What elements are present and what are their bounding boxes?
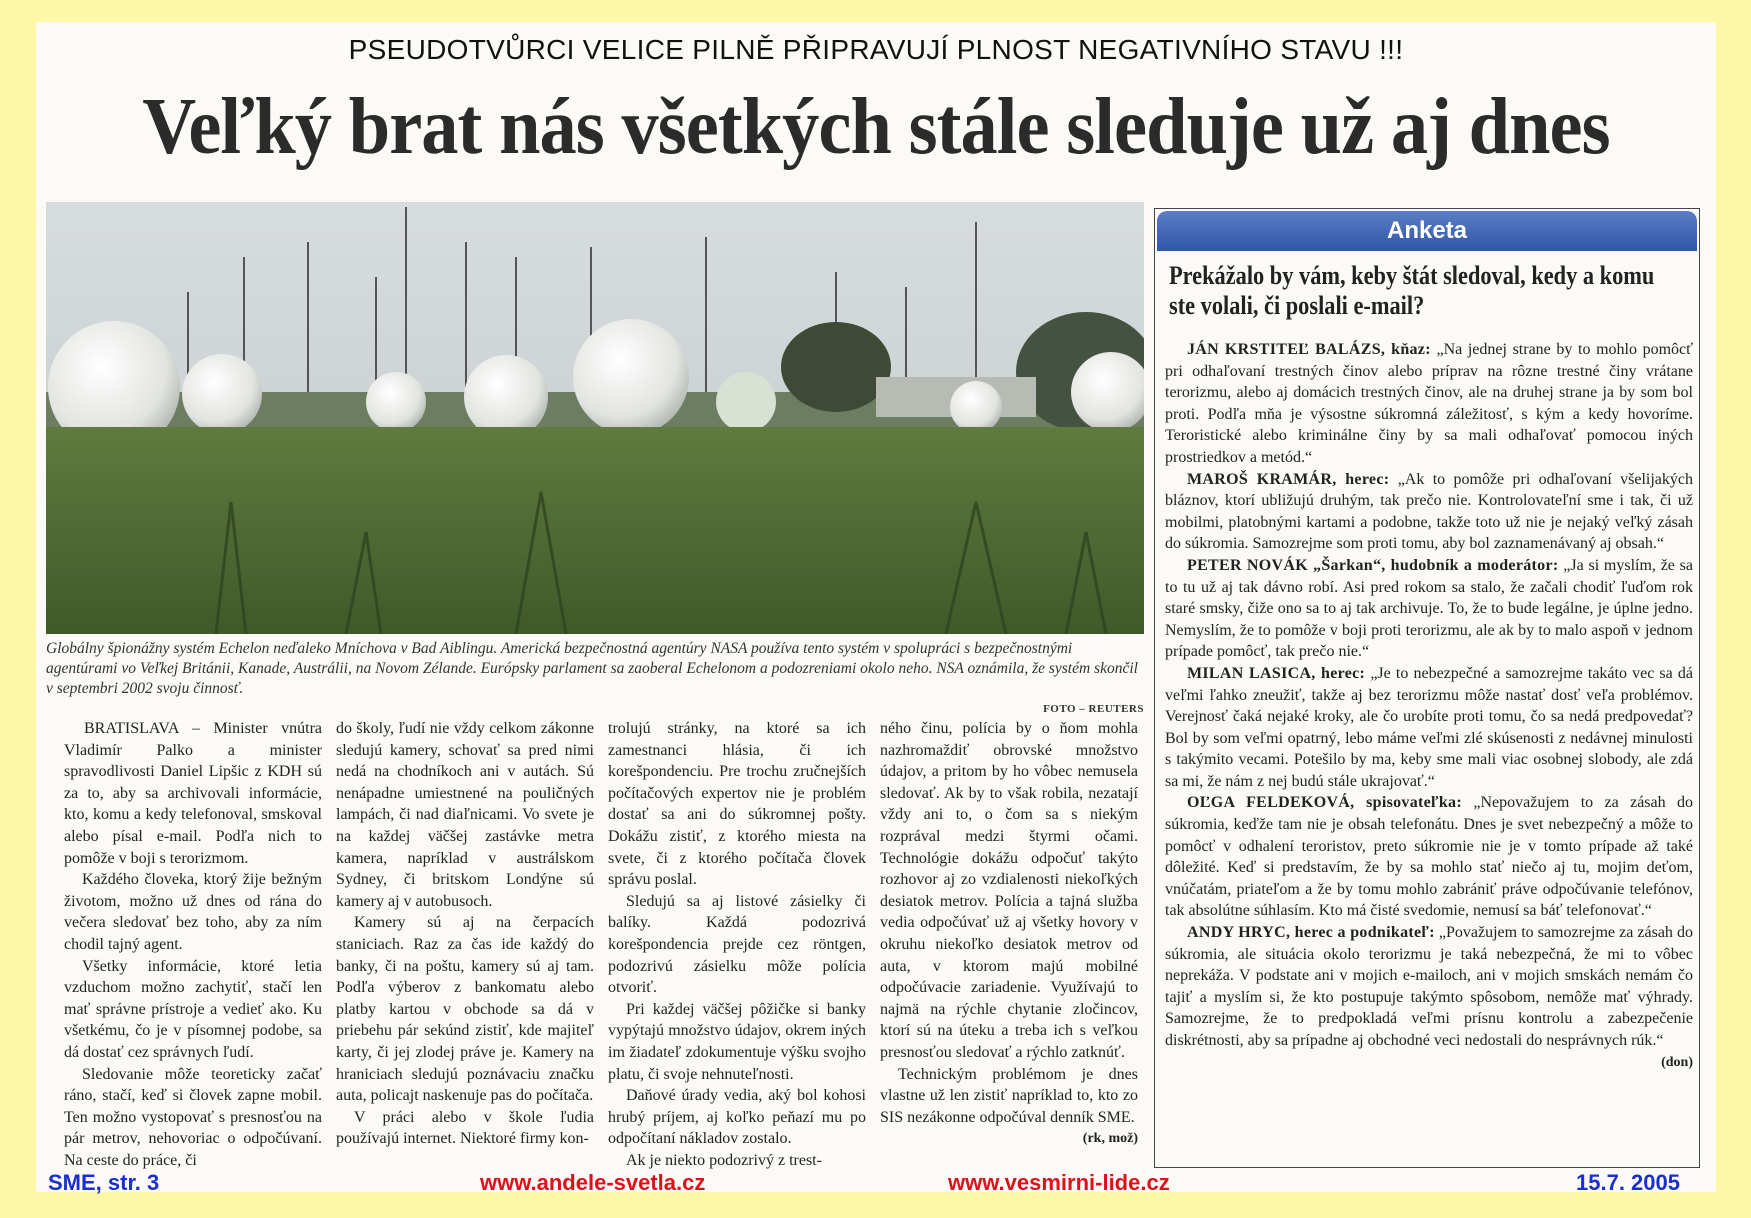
paragraph-text: Technickým problémom je dnes vlastne už len zistiť napríklad to, kto zo SIS nezákonne odpočúval denník SME. bbox=[880, 1065, 1138, 1126]
anketa-title: Anketa bbox=[1157, 211, 1697, 251]
paragraph: ného činu, polícia by o ňom mohla nazhromaždiť obrovské množstvo údajov, a pritom by ho vôbec nemusela sledovať. Ak by to však robila, nezatají vždy ani to, o čom sa s niekým rozprával medzi štyrmi očami. Technológie dokážu odpočuť takýto rozhovor aj zo vzdialenosti niekoľkých desiatok metrov. Polícia a tajná služba vedia odpočúvať už aj všetky hovory v okruhu niekoľko desiatok metrov od auta, v ktorom majú mobilné odpočúvacie zariadenie. Využívajú to najmä na rýchle chytanie zločincov, ktorí sú na úteku a treba ich s veľkou presnosťou sledovať a rýchlo zatknúť. bbox=[880, 720, 1138, 1061]
anketa-answer bbox=[1165, 469, 1693, 555]
anketa-answer bbox=[1165, 792, 1693, 922]
anketa-answer bbox=[1165, 922, 1694, 1070]
respondent-name: JÁN KRSTITEĽ BALÁZS, kňaz: bbox=[1187, 341, 1431, 358]
photo-credit: FOTO – REUTERS bbox=[1043, 703, 1144, 715]
anketa-answer bbox=[1165, 555, 1693, 663]
respondent-name: MAROŠ KRAMÁR, herec: bbox=[1187, 470, 1390, 488]
paragraph: V práci alebo v škole ľudia používajú internet. Niektoré firmy kon- bbox=[336, 1108, 594, 1148]
paragraph: Pri každej väčšej pôžičke si banky vypýtajú množstvo údajov, okrem iných im žiadateľ zdokumentuje výšku svojho platu, či svoje nehnuteľnosti. bbox=[608, 1000, 866, 1083]
paragraph: Každého človeka, ktorý žije bežným životom, možno už dnes od rána do večera sledovať bez toho, aby za ním chodil tajný agent. bbox=[64, 871, 322, 953]
paragraph bbox=[880, 1064, 1138, 1147]
respondent-name: ANDY HRYC, herec a podnikateľ: bbox=[1187, 924, 1435, 942]
anketa-answer bbox=[1165, 339, 1693, 469]
paragraph: Všetky informácie, ktoré letia vzduchom možno zachytiť, stačí len mať správne prístroje a vedieť ako. Ku všetkému, čo je v písomnej podobe, sa dá dostať cez správnych ľudí. bbox=[64, 957, 322, 1061]
vesmirni-lide-link[interactable]: www.vesmirni-lide.cz bbox=[948, 1170, 1170, 1195]
footer-bar bbox=[0, 1170, 1751, 1210]
article-column-4 bbox=[880, 718, 1138, 1188]
banner-text: PSEUDOTVŮRCI VELICE PILNĚ PŘIPRAVUJÍ PLNOST NEGATIVNÍHO STAVU !!! bbox=[348, 34, 1404, 65]
answer-text: „Na jednej strane by to mohlo pomôcť pri odhaľovaní trestných činov alebo príprav na rôzne trestné činy vrátane terorizmu, alebo aj domácich trestných činov, ale na druhej strane ja by som bol proti. Podľa mňa je výsostne súkromná záležitosť, s kým a kedy hovoríme. Teroristické alebo kriminálne činy by sa mali odhaľovať pomocou iných prostriedkov a metód.“ bbox=[1165, 341, 1693, 466]
answer-text: „Ak to pomôže pri odhaľovaní všelijakých bláznov, ktorí ubližujú druhým, tak prečo nie. Kontrolovateľní sme i tak, či už mobilmi, platobnými kartami a podobne, takže toto už nie je nejaký veľký zásah do súkromia. Samozrejme som proti tomu, aby bol zaznamenávaný aj obsah.“ bbox=[1165, 470, 1693, 553]
echelon-photo bbox=[46, 202, 1144, 634]
source-label: SME, str. 3 bbox=[48, 1170, 160, 1195]
paragraph: Kamery sú aj na čerpacích staniciach. Raz za čas ide každý do banky, či na poštu, kamery sú aj tam. Podľa výberov z bankomatu alebo platby kartou v obchode sa dá v priebehu pár sekúnd zistiť, kde majiteľ karty, či jej zlodej práve je. Kamery na hraniciach sledujú poznávaciu značku auta, policajt naskenuje pas do počítača. bbox=[336, 914, 594, 1105]
article-signature: (rk, mož) bbox=[1082, 1131, 1138, 1147]
answer-text: „Považujem to samozrejme za zásah do súkromia, ale situácia okolo terorizmu je taká nebezpečná, že mi to vôbec neprekáža. V podstate ani v mojich e-mailoch, ani v mojich smskách nemám čo tajiť a myslím si, že kto postupuje takýmto spôsobom, nemôže mať výhrady. Samozrejme, že to predpokladá veľmi prísnu kontrolu a zabezpečenie diskrétnosti, aby sa prípadne aj obchodné veci nedostali do nesprávnych rúk.“ bbox=[1165, 924, 1694, 1049]
article-column-2 bbox=[336, 718, 594, 1188]
photo-caption bbox=[46, 639, 1144, 715]
article-column-1 bbox=[64, 718, 322, 1188]
anketa-answers bbox=[1165, 339, 1693, 1073]
answer-text: „Je to nebezpečné a samozrejme takáto vec sa dá veľmi ľahko zneužiť, takže aj bez terorizmu môže nastať dosť veľa problémov. Verejnosť čaká nejaké kroky, ale čo urobíte proti tomu, čo sa nedá predpovedať? Bol by som veľmi opatrný, lebo máme veľmi zlé skúsenosti z nedávnej minulosti s takýmito vecami. Potešilo by ma, keby sme mali viac osobnej slobody, ale zdá sa mi, že nám z nej budú stále ukrajovať.“ bbox=[1165, 664, 1693, 790]
respondent-name: MILAN LASICA, herec: bbox=[1187, 664, 1366, 682]
paragraph: Daňové úrady vedia, aký bol kohosi hrubý príjem, aj koľko peňazí mu po odpočítaní nákladov zostalo. bbox=[608, 1087, 866, 1148]
caption-text: Globálny špionážny systém Echelon neďaleko Mníchova v Bad Aiblingu. Americká bezpečnostná agentúry NASA používa tento systém v spolupráci s bezpečnostnými agentúrami vo Veľkej Británii, Kanade, Austrálii, na Novom Zélande. Európsky parlament sa zaoberal Echelonom a podozreniami okolo neho. NSA oznámila, že systém skončil v septembri 2002 svoju činnosť. bbox=[46, 640, 1138, 697]
anketa-question: Prekážalo by vám, keby štát sledoval, kedy a komu ste volali, či poslali e-mail? bbox=[1169, 261, 1655, 320]
article-body bbox=[46, 718, 1148, 1188]
paragraph: Sledovanie môže teoreticky začať ráno, stačí, keď si človek zapne mobil. Ten možno vystopovať s presnosťou na pár metrov, nehovoriac o odpočúvaní. Na ceste do práce, či bbox=[64, 1065, 322, 1169]
anketa-box bbox=[1154, 208, 1700, 1168]
answer-text: „Nepovažujem to za zásah do súkromia, keďže tam nie je obsah telefonátu. Dnes je svet nebezpečný a môže to pomôcť v odhalení teroristov, preto súkromie nie je v tomto prípade až také dôležité. Keď si predstavím, že by sa mohlo stať niečo aj tu, mojim deťom, vnúčatám, priateľom a že by tomu mohlo zabrániť práve odpočúvanie telefónov, tak absolútne súhlasím. Kto má čisté svedomie, nemusí sa báť telefonovať.“ bbox=[1165, 794, 1693, 920]
paragraph: BRATISLAVA – Minister vnútra Vladimír Palko a minister spravodlivosti Daniel Lipšic z KDH sú za to, aby sa archivovali informácie, kto, komu a kedy telefonoval, smskoval alebo písal e-mail. Podľa nich to pomôže v boji s terorizmom. bbox=[64, 720, 322, 867]
newspaper-clipping bbox=[36, 22, 1716, 1192]
paragraph: trolujú stránky, na ktoré sa ich zamestnanci hlásia, či ich korešpondenciu. Pre trochu zručnejších počítačových expertov nie je problém dostať sa ani do súkromnej pošty. Dokážu zistiť, z ktorého miesta na svete, či z ktorého počítača človek správu poslal. bbox=[608, 720, 866, 889]
answer-text: „Ja si myslím, že sa to tu už aj tak dávno robí. Asi pred rokom sa stalo, že začali chodiť ľuďom rok staré smsky, čiže ono sa to aj tak archivuje. To, že to bude legálne, je úplne jedno. Nemyslím, že to pomôže v boji proti terorizmu, ale ak by to malo aspoň v jednom prípade pomôcť, tak prečo nie.“ bbox=[1165, 556, 1694, 661]
respondent-name: PETER NOVÁK „Šarkan“, hudobník a moderátor: bbox=[1187, 556, 1559, 574]
andele-svetla-link[interactable]: www.andele-svetla.cz bbox=[480, 1170, 706, 1195]
date-label: 15.7. 2005 bbox=[1576, 1170, 1680, 1195]
paragraph: Sledujú sa aj listové zásielky či balíky. Každá podozrivá korešpondencia prejde cez röntgen, podozrivú zásielku môže polícia otvoriť. bbox=[608, 892, 866, 997]
paragraph: Ak je niekto podozrivý z trest- bbox=[626, 1151, 822, 1169]
anketa-answer bbox=[1165, 663, 1693, 793]
paragraph: do školy, ľudí nie vždy celkom zákonne sledujú kamery, schovať sa pred nimi nedá na chodníkoch ani v autách. Sú nenápadne umiestnené na pouličných lampách, či nad diaľnicami. Vo svete je na každej väčšej zastávke metra kamera, napríklad v austrálskom Sydney, či britskom Londýne sú kamery aj v autobusoch. bbox=[336, 720, 594, 910]
headline: Veľký brat nás všetkých stále sleduje už aj dnes bbox=[142, 83, 1610, 171]
article-column-3 bbox=[608, 718, 866, 1188]
respondent-name: OĽGA FELDEKOVÁ, spisovateľka: bbox=[1187, 794, 1462, 812]
anketa-signature: (don) bbox=[1661, 1054, 1693, 1070]
